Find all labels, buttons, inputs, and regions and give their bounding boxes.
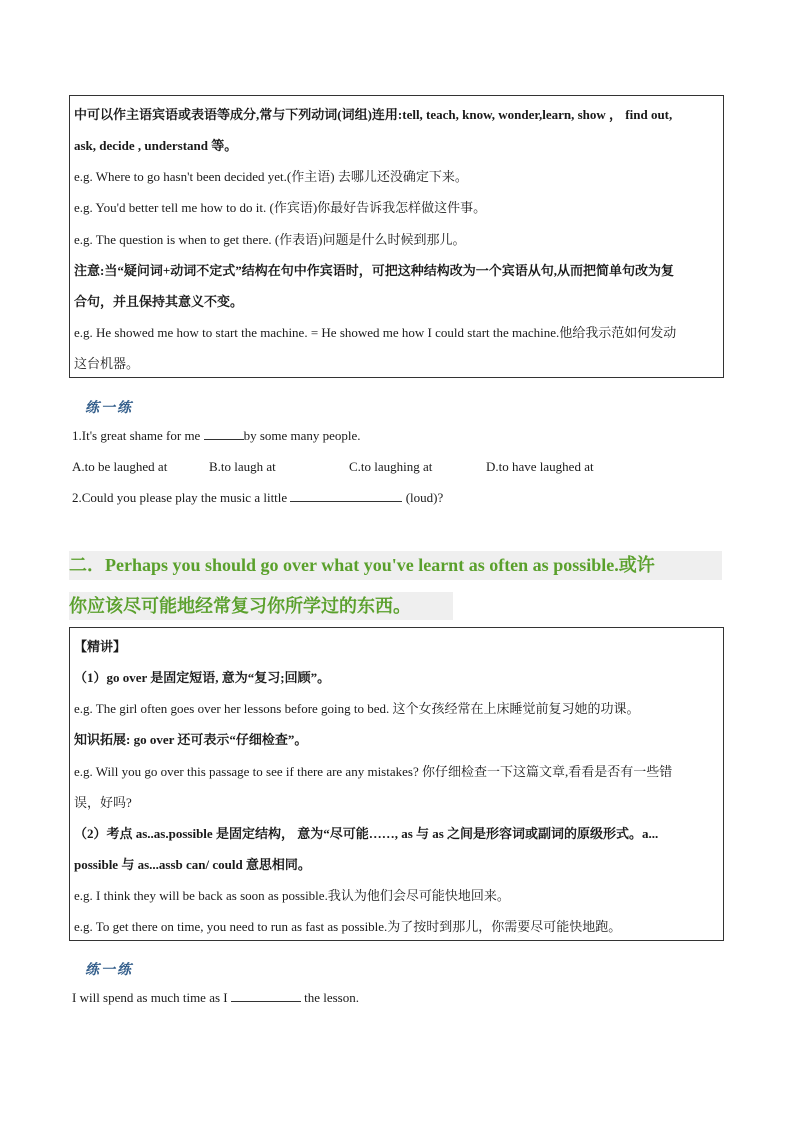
practice-title-2: 练一练 (85, 962, 133, 978)
box1-example-predicative: e.g. The question is when to get there. (作表语)问题是什么时候到那儿。 (74, 232, 466, 247)
question-1 (72, 428, 361, 444)
box2-point-2-cont: possible 与 as...assb can/ could 意思相同。 (74, 857, 311, 872)
section-2-heading-line-1: 二．Perhaps you should go over what you've learnt as often as possible.或许 (69, 551, 722, 580)
box1-line-2: ask, decide , understand 等。 (74, 138, 238, 153)
box1-example-machine-cont: 这台机器。 (74, 356, 140, 371)
box2-example-2-cont: 误，好吗? (74, 795, 132, 810)
box2-example-2: e.g. Will you go over this passage to see if there are any mistakes? 你仔细检查一下这篇文章,看看是否有一些错 (74, 764, 673, 779)
box2-point-2: （2）考点 as..as.possible 是固定结构， 意为“尽可能……, as 与 as 之间是形容词或副词的原级形式。a... (74, 826, 659, 841)
box2-example-3: e.g. I think they will be back as soon as possible.我认为他们会尽可能快地回来。 (74, 888, 510, 903)
box2-example-1: e.g. The girl often goes over her lessons before going to bed. 这个女孩经常在上床睡觉前复习她的功课。 (74, 701, 640, 716)
box2-example-4: e.g. To get there on time, you need to run as fast as possible.为了按时到那儿，你需要尽可能快地跑。 (74, 919, 622, 934)
question-2-text-after: (loud)? (402, 490, 444, 505)
box1-line-1: 中可以作主语宾语或表语等成分,常与下列动词(词组)连用:tell, teach, know, wonder,learn, show ， find out, (74, 107, 673, 122)
box1-example-object: e.g. You'd better tell me how to do it. (作宾语)你最好告诉我怎样做这件事。 (74, 200, 487, 215)
option-d: D.to have laughed at (486, 459, 594, 474)
option-a: A.to be laughed at (72, 459, 168, 474)
question-3-text-after: the lesson. (300, 990, 359, 1005)
question-1-text-after: by some many people. (243, 428, 361, 443)
box1-example-subject: e.g. Where to go hasn't been decided yet.(作主语) 去哪儿还没确定下来。 (74, 169, 468, 184)
question-3-text: I will spend as much time as I (72, 990, 231, 1005)
option-b: B.to laugh at (209, 459, 276, 474)
question-2-blank[interactable] (290, 490, 402, 502)
explanation-box-1 (69, 95, 724, 378)
box2-label: 【精讲】 (74, 639, 127, 654)
question-2-text: 2.Could you please play the music a little (72, 490, 291, 505)
option-c: C.to laughing at (349, 459, 433, 474)
box2-extension: 知识拓展: go over 还可表示“仔细检查”。 (74, 732, 308, 747)
box1-example-machine: e.g. He showed me how to start the machine. = He showed me how I could start the machine.他给我示范如何发动 (74, 325, 677, 340)
question-3 (72, 990, 359, 1006)
question-2 (72, 490, 443, 506)
practice-title-1: 练一练 (85, 400, 133, 416)
box1-note-line-2: 合句，并且保持其意义不变。 (74, 294, 244, 309)
question-3-blank[interactable] (231, 990, 301, 1002)
question-1-text: 1.It's great shame for me (72, 428, 204, 443)
explanation-box-2 (69, 627, 724, 941)
section-2-heading-line-2: 你应该尽可能地经常复习你所学过的东西。 (69, 592, 453, 620)
box2-point-1: （1）go over 是固定短语, 意为“复习;回顾”。 (74, 670, 331, 685)
question-1-blank[interactable] (204, 428, 244, 440)
box1-note-line-1: 注意:当“疑问词+动词不定式”结构在句中作宾语时，可把这种结构改为一个宾语从句,从而把简单句改为复 (74, 263, 674, 278)
